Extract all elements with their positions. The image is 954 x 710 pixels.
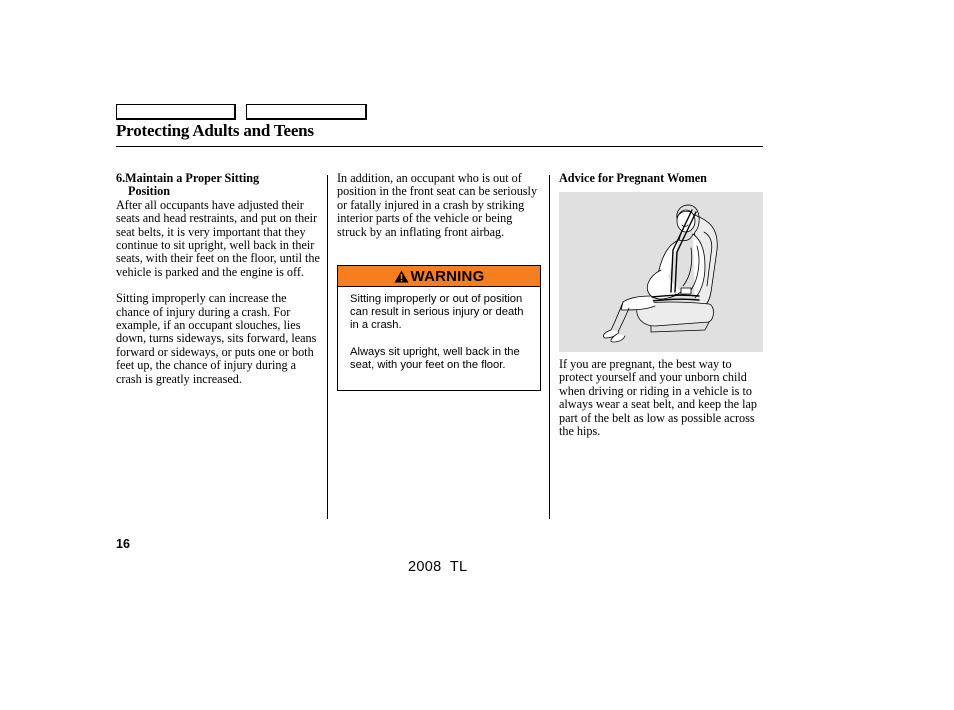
paragraph-injury-risk: Sitting improperly can increase the chance of injury during a crash. For example, if an occupant slouches, lies down, turns sideways, sits forward, leans forward or sideways, or puts one or both feet up, the chance of injury during a crash is greatly increased.: [116, 291, 317, 386]
warning-label: WARNING: [410, 267, 485, 285]
page-title: Protecting Adults and Teens: [116, 121, 314, 140]
pregnant-advice-block: [559, 358, 763, 438]
pregnant-heading: Advice for Pregnant Women: [559, 171, 707, 185]
column-divider-2: [549, 175, 550, 519]
column-right: [559, 172, 763, 185]
title-rule: [116, 146, 763, 147]
section-heading-line1: Maintain a Proper Sitting: [125, 171, 260, 185]
nav-tab-1[interactable]: [116, 104, 236, 120]
page-number: 16: [116, 537, 130, 551]
warning-text-1: Sitting improperly or out of position can result in serious injury or death in a crash.: [350, 293, 524, 332]
paragraph-pregnant-advice: If you are pregnant, the best way to protect yourself and your unborn child when driving or riding in a vehicle is to always wear a seat belt, and keep the lap part of the belt as low as possible across the hips.: [559, 357, 757, 439]
section-number: 6.: [116, 171, 126, 185]
warning-body: [338, 287, 540, 372]
section-heading: [116, 172, 321, 199]
pregnant-woman-seatbelt-illustration: [559, 192, 763, 352]
column-middle: [337, 172, 543, 239]
column-divider-1: [327, 175, 328, 519]
column-left: [116, 172, 321, 386]
warning-box: [337, 265, 541, 391]
paragraph-seating: After all occupants have adjusted their seats and head restraints, and put on their seat belts, it is very important that they continue to sit upright, well back in their seats, with their feet on the floor, until the vehicle is parked and the engine is off.: [116, 197, 320, 279]
model-footer: 2008 TL: [408, 559, 468, 575]
nav-tab-2[interactable]: [246, 104, 367, 120]
warning-triangle-icon: [394, 270, 409, 283]
paragraph-out-of-position: In addition, an occupant who is out of position in the front seat can be seriously or fatally injured in a crash by striking interior parts of the vehicle or being struck by an inflating front airbag.: [337, 171, 538, 239]
section-heading-line2: Position: [128, 184, 170, 199]
warning-header: [338, 266, 540, 287]
warning-text-2: Always sit upright, well back in the seat, with your feet on the floor.: [350, 345, 520, 371]
